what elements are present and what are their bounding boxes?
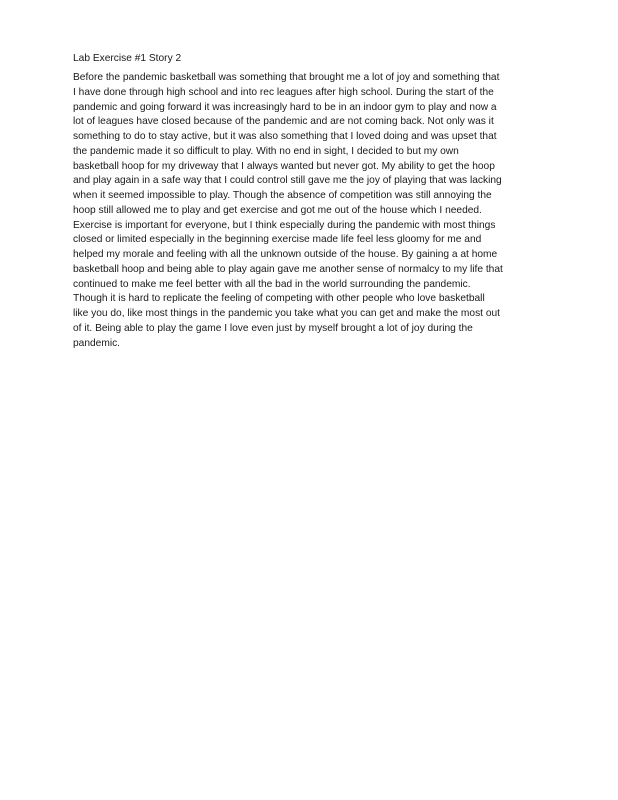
body-line: hoop still allowed me to play and get exercise and got me out of the house which I needed. — [73, 204, 482, 216]
body-line: Though it is hard to replicate the feeling of competing with other people who love basketball — [73, 293, 485, 305]
body-line: basketball hoop and being able to play again gave me another sense of normalcy to my life that — [73, 263, 503, 275]
body-line: pandemic and going forward it was increasingly hard to be in an indoor gym to play and now a — [73, 101, 497, 113]
body-line: the pandemic made it so difficult to play. With no end in sight, I decided to but my own — [73, 145, 459, 157]
body-line: Exercise is important for everyone, but I think especially during the pandemic with most things — [73, 219, 496, 231]
body-line: something to do to stay active, but it was also something that I loved doing and was upset that — [73, 131, 497, 142]
body-line: like you do, like most things in the pandemic you take what you can get and make the most out — [73, 308, 500, 319]
body-line: of it. Being able to play the game I love even just by myself brought a lot of joy during the — [73, 322, 473, 334]
body-line: basketball hoop for my driveway that I always wanted but never got. My ability to get the hoop — [73, 160, 495, 172]
body-line: lot of leagues have closed because of the pandemic and are not coming back. Not only was it — [73, 116, 494, 128]
document-body — [73, 71, 553, 351]
body-line: and play again in a safe way that I could control still gave me the joy of playing that was lacking — [73, 175, 502, 187]
body-line: continued to make me feel better with all the bad in the world surrounding the pandemic. — [73, 278, 471, 290]
body-line: I have done through high school and into rec leagues after high school. During the start of the — [73, 86, 494, 98]
document-title: Lab Exercise #1 Story 2 — [73, 53, 182, 64]
body-line: closed or limited especially in the beginning exercise made life feel less gloomy for me and — [73, 234, 482, 246]
body-line: Before the pandemic basketball was something that brought me a lot of joy and something that — [73, 72, 500, 83]
body-line: pandemic. — [73, 337, 121, 349]
body-line: helped my morale and feeling with all the unknown outside of the house. By gaining a at home — [73, 249, 498, 260]
body-line: when it seemed impossible to play. Though the absence of competition was still annoying the — [73, 190, 492, 201]
